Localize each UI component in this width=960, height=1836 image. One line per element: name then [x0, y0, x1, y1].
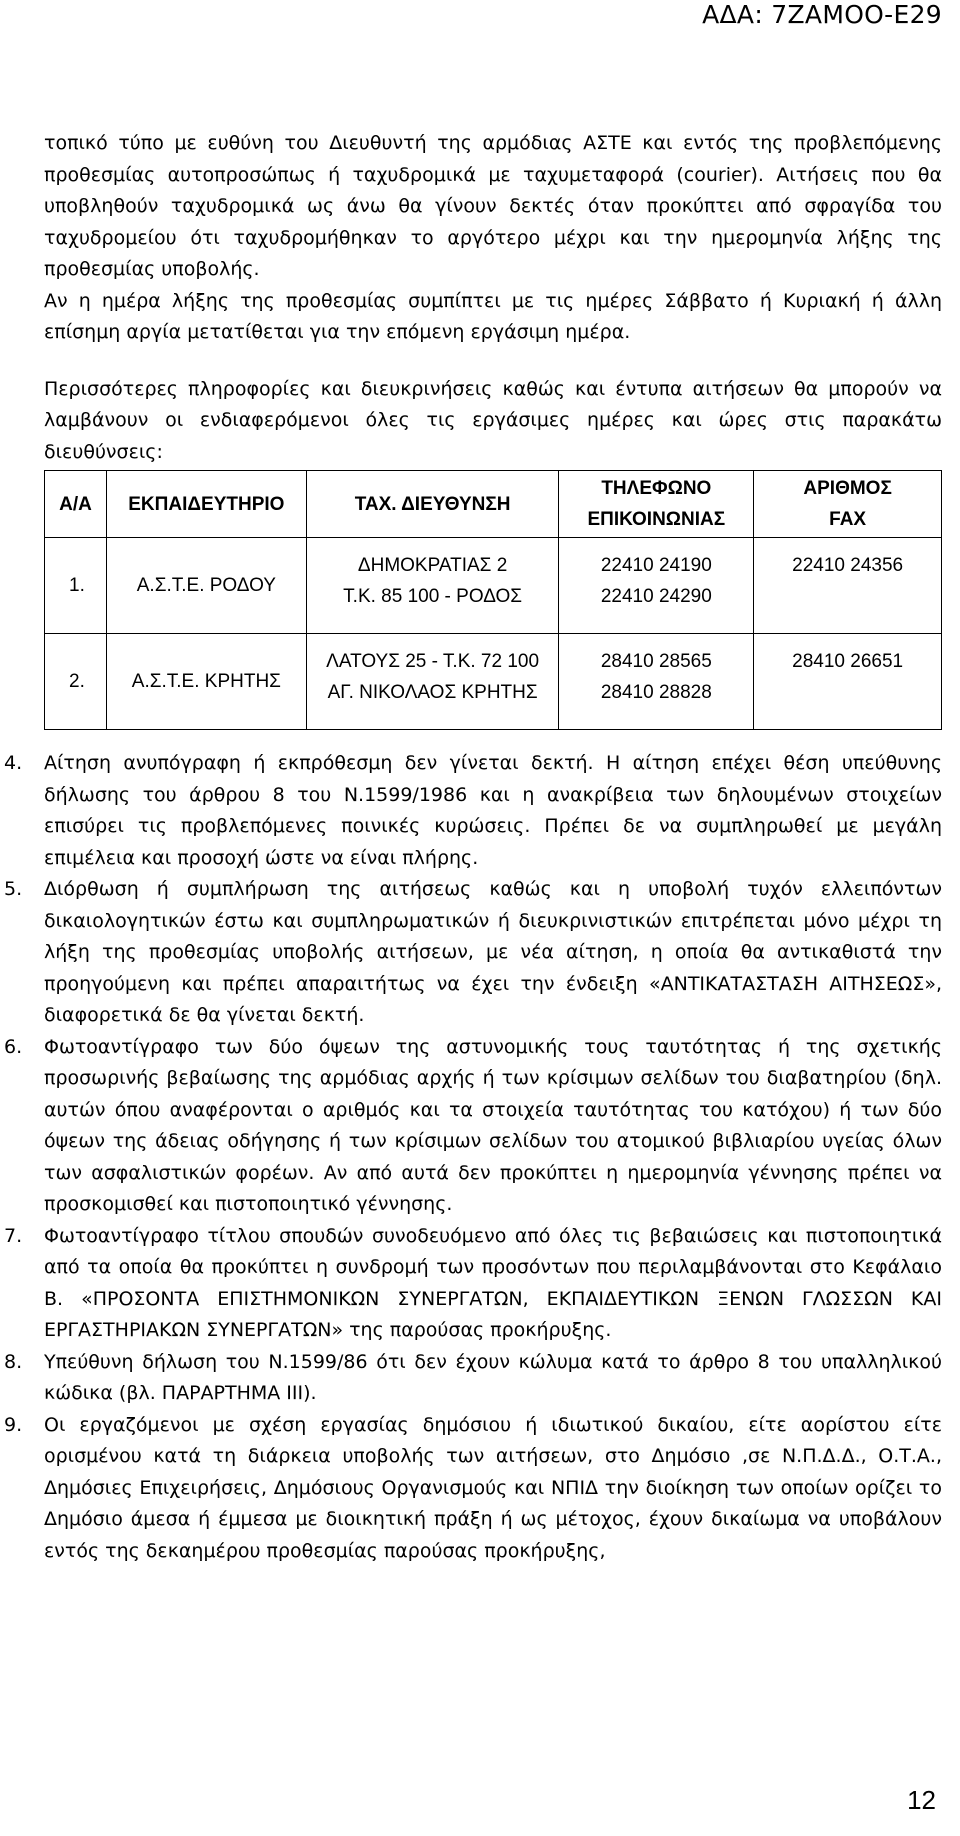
list-item: [4, 1410, 942, 1568]
header-phone-line-1: ΤΗΛΕΦΩΝΟ: [601, 478, 712, 499]
table-row: [45, 634, 942, 730]
intro-paragraph-3: Περισσότερες πληροφορίες και διευκρινήσεις καθώς και έντυπα αιτήσεων θα μπορούν να λαμβάνουν οι ενδιαφερόμενοι όλες τις εργάσιμες ημέρες και ώρες στις παρακάτω διευθύνσεις:: [44, 377, 942, 463]
row-phone-line-2: 28410 28828: [600, 682, 712, 703]
list-item-number: 6.: [4, 1035, 23, 1058]
row-school: Α.Σ.Τ.Ε. ΡΟΔΟΥ: [106, 538, 306, 634]
row-address-line-1: ΔΗΜΟΚΡΑΤΙΑΣ 2: [357, 555, 508, 576]
list-item-number: 9.: [4, 1413, 23, 1436]
row-address-line-2: ΑΓ. ΝΙΚΟΛΑΟΣ ΚΡΗΤΗΣ: [327, 682, 538, 703]
table-row: [45, 538, 942, 634]
list-item-text: Φωτοαντίγραφο των δύο όψεων της αστυνομικής τους ταυτότητας ή της σχετικής προσωρινής βεβαίωσης της αρμόδιας αρχής ή των κρίσιμων σελίδων του διαβατηρίου (δηλ. αυτών όπου αναφέρονται ο αριθμός και τα στοιχεία ταυτότητας του κατόχου) ή των δύο όψεων της άδειας οδήγησης ή των κρίσιμων σελίδων του ατομικού βιβλιαρίου υγείας όλων των ασφαλιστικών φορέων. Αν από αυτά δεν προκύπτει η ημερομηνία γέννησης πρέπει να προσκομισθεί και πιστοποιητικό γέννησης.: [44, 1035, 942, 1215]
list-item: [4, 748, 942, 874]
list-item: [4, 1347, 942, 1410]
header-school: ΕΚΠΑΙΔΕΥΤΗΡΙΟ: [106, 471, 306, 538]
row-address-line-1: ΛΑΤΟΥΣ 25 - Τ.Κ. 72 100: [326, 651, 540, 672]
header-address: ΤΑΧ. ΔΙΕΥΘΥΝΣΗ: [306, 471, 559, 538]
schools-address-table: [44, 470, 942, 730]
header-fax-line-2: FAX: [829, 509, 867, 530]
row-phone-line-2: 22410 24290: [600, 586, 712, 607]
list-item-text: Υπεύθυνη δήλωση του Ν.1599/86 ότι δεν έχουν κώλυμα κατά το άρθρο 8 του υπαλληλικού κώδικα (βλ. ΠΑΡΑΡΤΗΜΑ ΙΙΙ).: [44, 1350, 942, 1404]
list-item: [4, 1221, 942, 1347]
list-item-text: Φωτοαντίγραφο τίτλου σπουδών συνοδευόμενο από όλες τις βεβαιώσεις και πιστοποιητικά από τα οποία θα προκύπτει η συνδρομή των προσόντων που περιλαμβάνονται στο Κεφάλαιο Β. «ΠΡΟΣΟΝΤΑ ΕΠΙΣΤΗΜΟΝΙΚΩΝ ΣΥΝΕΡΓΑΤΩΝ, ΕΚΠΑΙΔΕΥΤΙΚΩΝ ΞΕΝΩΝ ΓΛΩΣΣΩΝ ΚΑΙ ΕΡΓΑΣΤΗΡΙΑΚΩΝ ΣΥΝΕΡΓΑΤΩΝ» της παρούσας προκήρυξης.: [44, 1224, 942, 1341]
intro-paragraph-2: Αν η ημέρα λήξης της προθεσμίας συμπίπτει με τις ημέρες Σάββατο ή Κυριακή ή άλλη επίσημη αργία μετατίθεται για την επόμενη εργάσιμη ημέρα.: [44, 289, 942, 343]
row-fax: 28410 26651: [754, 634, 942, 730]
header-aa: Α/Α: [45, 471, 107, 538]
header-phone: [559, 471, 754, 538]
row-aa: 1.: [45, 538, 107, 634]
page-number: 12: [907, 1785, 936, 1815]
header-fax-line-1: ΑΡΙΘΜΟΣ: [803, 478, 892, 499]
list-item: [4, 874, 942, 1032]
row-phone: [559, 538, 754, 634]
ada-code: ΑΔΑ: 7ΖΑΜΟΟ-Ε29: [702, 0, 942, 29]
list-item-text: Οι εργαζόμενοι με σχέση εργασίας δημόσιου ή ιδιωτικού δικαίου, είτε αορίστου είτε ορισμένου κατά τη διάρκεια υποβολής των αιτήσεων, στο Δημόσιο ,σε Ν.Π.Δ.Δ., Ο.Τ.Α., Δημόσιες Επιχειρήσεις, Δημόσιους Οργανισμούς και ΝΠΙΔ την διοίκηση των οποίων ορίζει το Δημόσιο άμεσα ή έμμεσα με διοικητική πράξη ή ως μέτοχος, έχουν δικαίωμα να υποβάλουν εντός της δεκαημέρου προθεσμίας παρούσας προκήρυξης,: [44, 1413, 942, 1562]
list-item-number: 4.: [4, 752, 23, 774]
document-body: [4, 128, 942, 1567]
requirements-list: [4, 748, 942, 1567]
row-fax: 22410 24356: [754, 538, 942, 634]
list-item-number: 7.: [4, 1224, 23, 1247]
list-item-number: 8.: [4, 1350, 23, 1373]
row-phone: [559, 634, 754, 730]
list-item-text: Διόρθωση ή συμπλήρωση της αιτήσεως καθώς και η υποβολή τυχόν ελλειπόντων δικαιολογητικών έστω και συμπληρωματικών ή διευκρινιστικών επιτρέπεται μόνο μέχρι τη λήξη της προθεσμίας υποβολής αιτήσεων, με νέα αίτηση, η οποία θα αντικαθιστά την προηγούμενη και πρέπει απαραιτήτως να έχει την ένδειξη «ΑΝΤΙΚΑΤΑΣΤΑΣΗ ΑΙΤΗΣΕΩΣ», διαφορετικά δε θα γίνεται δεκτή.: [44, 878, 942, 1026]
row-phone-line-1: 28410 28565: [600, 651, 712, 672]
list-item: [4, 1032, 942, 1221]
list-item-number: 5.: [4, 878, 23, 900]
row-address: [306, 634, 559, 730]
table-header-row: [45, 471, 942, 538]
row-aa: 2.: [45, 634, 107, 730]
row-school: Α.Σ.Τ.Ε. ΚΡΗΤΗΣ: [106, 634, 306, 730]
list-item-text: Αίτηση ανυπόγραφη ή εκπρόθεσμη δεν γίνεται δεκτή. Η αίτηση επέχει θέση υπεύθυνης δήλωσης του άρθρου 8 του Ν.1599/1986 και η ανακρίβεια των δηλουμένων στοιχείων επισύρει τις προβλεπόμενες ποινικές κυρώσεις. Πρέπει δε να συμπληρωθεί με μεγάλη επιμέλεια και προσοχή ώστε να είναι πλήρης.: [44, 752, 942, 869]
row-address: [306, 538, 559, 634]
intro-paragraph-1: τοπικό τύπο με ευθύνη του Διευθυντή της αρμόδιας ΑΣΤΕ και εντός της προβλεπόμενης προθεσμίας αυτοπροσώπως ή ταχυδρομικά με ταχυμεταφορά (courier). Αιτήσεις που θα υποβληθούν ταχυδρομικά ως άνω θα γίνουν δεκτές όταν προκύπτει από σφραγίδα του ταχυδρομείου ότι ταχυδρομήθηκαν το αργότερο μέχρι και την ημερομηνία λήξης της προθεσμίας υποβολής.: [44, 132, 942, 280]
header-phone-line-2: ΕΠΙΚΟΙΝΩΝΙΑΣ: [587, 509, 726, 530]
row-address-line-2: Τ.Κ. 85 100 - ΡΟΔΟΣ: [343, 586, 523, 607]
row-phone-line-1: 22410 24190: [600, 555, 712, 576]
header-fax: [754, 471, 942, 538]
